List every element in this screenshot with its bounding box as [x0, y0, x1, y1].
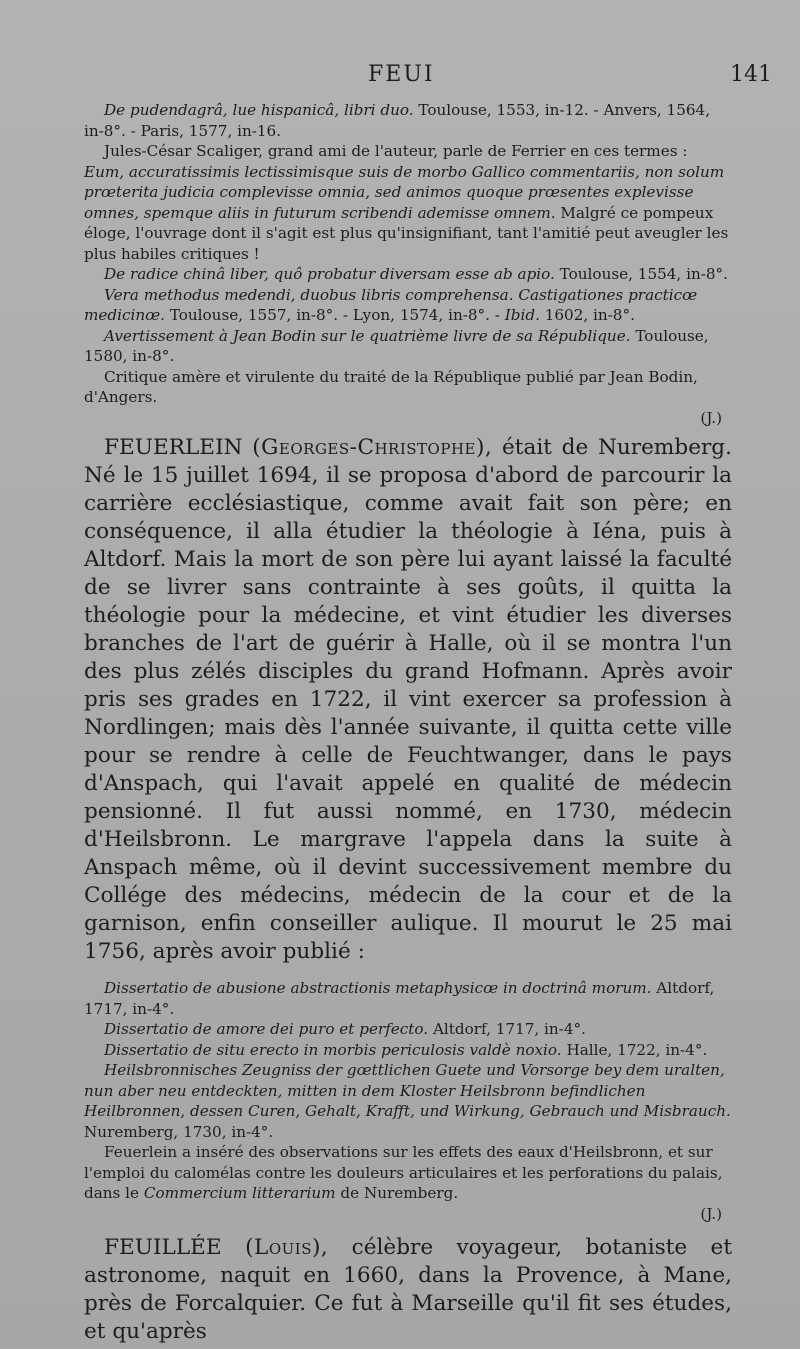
bibliography-entry: Dissertatio de abusione abstractionis metaphysicœ in doctrinâ morum. Altdorf, 1717, in-4°. [84, 979, 715, 1018]
bibliography-entry: Heilsbronnisches Zeugniss der gœttlichen Guete und Vorsorge bey dem uralten, nun aber neu entdeckten, mitten in dem Kloster Heilsbronn befindlichen Heilbronnen, dessen Curen, Gehalt, Krafft, und Wirkung, Gebrauch und Misbrauch. Nuremberg, 1730, in-4°. [84, 1061, 731, 1141]
text-block [84, 100, 732, 1346]
bibliography-entry: Dissertatio de amore dei puro et perfecto. Altdorf, 1717, in-4°. [104, 1020, 586, 1038]
bibliography-entry: Vera methodus medendi, duobus libris comprehensa. Castigationes practicœ medicinœ. Toulouse, 1557, in-8°. - Lyon, 1574, in-8°. - Ibid. 1602, in-8°. [84, 285, 698, 324]
bibliography-entry: De radice chinâ liber, quô probatur diversam esse ab apio. Toulouse, 1554, in-8°. [104, 265, 728, 283]
bibliography-entry: De pudendagrâ, lue hispanicâ, libri duo. Toulouse, 1553, in-12. - Anvers, 1564, in-8°. - Paris, 1577, in-16. [84, 101, 711, 140]
entry-name: FEUILLÉE [104, 1235, 222, 1260]
ferrier-critique: Critique amère et virulente du traité de la République publié par Jean Bodin, d'Angers. [84, 367, 698, 406]
page-number: 141 [730, 62, 772, 87]
entry-firstnames: (Louis), [245, 1235, 329, 1260]
feuerlein-article: FEUERLEIN (Georges-Christophe), était de Nuremberg. Né le 15 juillet 1694, il se proposa d'abord de parcourir la carrière ecclésiastique, comme avait fait son père; en conséquence, il alla étudier la théologie à Iéna, puis à Altdorf. Mais la mort de son père lui ayant laissé la faculté de se livrer sans contrainte à ses goûts, il quitta la théologie pour la médecine, et vint étudier les diverses branches de l'art de guérir à Halle, où il se montra l'un des plus zélés disciples du grand Hofmann. Après avoir pris ses grades en 1722, il vint exercer sa profession à Nordlingen; mais dès l'année suivante, il quitta cette ville pour se rendre à celle de Feuchtwanger, dans le pays d'Anspach, qui l'avait appelé en qualité de médecin pensionné. Il fut aussi nommé, en 1730, médecin d'Heilsbronn. Le margrave l'appela dans la suite à Anspach même, où il devint successivement membre du Collége des médecins, médecin de la cour et de la garnison, enfin conseiller aulique. Il mourut le 25 mai 1756, après avoir publié : [84, 435, 732, 964]
entry-name: FEUERLEIN [104, 435, 243, 460]
ferrier-commentary: Jules-César Scaliger, grand ami de l'auteur, parle de Ferrier en ces termes : Eum, accuratissimis lectissimisque suis de morbo Gallico commentariis, non solum prœterita judicia complevisse omnia, sed animos quoque prœsentes explevisse omnes, spemque aliis in futurum scribendi ademisse omnem. Malgré ce pompeux éloge, l'ouvrage dont il s'agit est plus qu'insignifiant, tant l'amitié peut aveugler les plus habiles critiques ! [84, 142, 729, 263]
running-title: FEUI [368, 62, 435, 87]
author-signature: (J.) [700, 408, 722, 427]
bibliography-entry: Dissertatio de situ erecto in morbis periculosis valdè noxio. Halle, 1722, in-4°. [104, 1040, 708, 1059]
bibliography-entry: Avertissement à Jean Bodin sur le quatrième livre de sa République. Toulouse, 1580, in-8°. [84, 326, 709, 365]
feuillee-article: FEUILLÉE (Louis), célèbre voyageur, botaniste et astronome, naquit en 1660, dans la Provence, à Mane, près de Forcalquier. Ce fut à Marseille qu'il fit ses études, et qu'après [84, 1235, 732, 1344]
page-header [0, 62, 800, 92]
author-signature: (J.) [700, 1204, 722, 1223]
entry-firstnames: (Georges-Christophe), [252, 435, 493, 460]
feuerlein-note: Feuerlein a inséré des observations sur les effets des eaux d'Heilsbronn, et sur l'emploi du calomélas contre les douleurs articulaires et les perforations du palais, dans le Commercium litterarium de Nuremberg. [84, 1143, 723, 1202]
feuerlein-bibliography [84, 978, 732, 1224]
ferrier-section [84, 100, 732, 428]
